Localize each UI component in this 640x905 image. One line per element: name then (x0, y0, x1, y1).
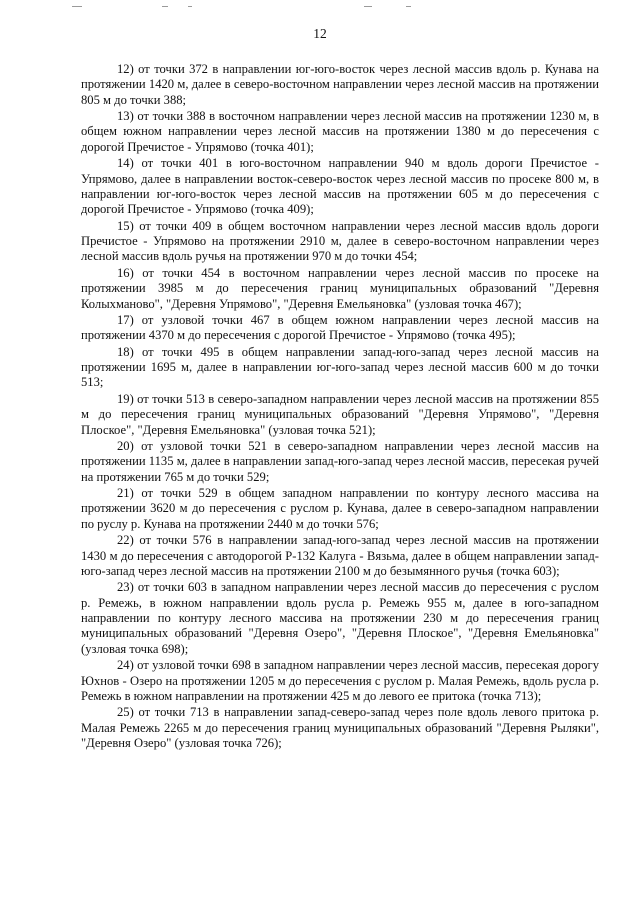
paragraph: 23) от точки 603 в западном направлении через лесной массив до пересечения с руслом р. Ремежь, в южном направлении вдоль русла р. Ремежь 955 м, далее в юго-западном направлении по контуру лесного массива на протяжении 230 м до пересечения границ муниципальных образований "Деревня Озеро", "Деревня Плоское", "Деревня Емельяновка" (узловая точка 698); (81, 580, 599, 656)
paragraph: 25) от точки 713 в направлении запад-северо-запад через поле вдоль левого притока р. Малая Ремежь 2265 м до пересечения границ муниципальных образований "Деревня Рыляки", "Деревня Озеро" (узловая точка 726); (81, 705, 599, 750)
paragraph: 15) от точки 409 в общем восточном направлении через лесной массив вдоль дороги Пречистое - Упрямово на протяжении 2910 м, далее в северо-восточном направлении через лесной массив вдоль ручья на протяжении 970 м до точки 454; (81, 218, 599, 264)
paragraph: 13) от точки 388 в восточном направлении через лесной массив на протяжении 1230 м, в общем южном направлении через лесной массив на протяжении 1380 м до пересечения с дорогой Пречистое - Упрямово (точка 401); (81, 109, 599, 154)
paragraph: 22) от точки 576 в направлении запад-юго-запад через лесной массив на протяжении 1430 м до пересечения с автодорогой Р-132 Калуга - Вязьма, далее в общем направлении запад-юго-запад через лесной массив на протяжении 2100 м до безымянного ручья (точка 603); (81, 533, 599, 578)
paragraph: 17) от узловой точки 467 в общем южном направлении через лесной массив на протяжении 4370 м до пересечения с дорогой Пречистое - Упрямово (точка 495); (81, 312, 599, 343)
paragraph: 24) от узловой точки 698 в западном направлении через лесной массив, пересекая дорогу Юхнов - Озеро на протяжении 1205 м до пересечения с руслом р. Малая Ремежь, вдоль русла р. Ремежь в южном направлении на протяжении 425 м до левого ее притока (точка 713); (81, 658, 599, 703)
paragraph: 21) от точки 529 в общем западном направлении по контуру лесного массива на протяжении 3620 м до пересечения с руслом р. Кунава, далее в северо-западном направлении по руслу р. Кунава на протяжении 2440 м до точки 576; (81, 486, 599, 531)
paragraph: 12) от точки 372 в направлении юг-юго-восток через лесной массив вдоль р. Кунава на протяжении 1420 м, далее в северо-восточном направлении через лесной массив на протяжении 805 м до точки 388; (81, 62, 599, 107)
paragraph: 18) от точки 495 в общем направлении запад-юго-запад через лесной массив на протяжении 1695 м, далее в направлении юг-юго-запад через лесной массив 600 м до точки 513; (81, 344, 599, 390)
paragraph: 20) от узловой точки 521 в северо-западном направлении через лесной массив на протяжении 1135 м, далее в направлении запад-юго-запад через лесной массив, пересекая ручей на протяжении 765 м до точки 529; (81, 439, 599, 484)
document-body (81, 62, 599, 752)
scan-artifacts (60, 6, 580, 10)
paragraph: 16) от точки 454 в восточном направлении через лесной массив по просеке на протяжении 3985 м до пересечения границ муниципальных образований "Деревня Колыхманово", "Деревня Упрямово", "Деревня Емельяновка" (узловая точка 467); (81, 265, 599, 311)
paragraph: 14) от точки 401 в юго-восточном направлении 940 м вдоль дороги Пречистое - Упрямово, далее в направлении восток-северо-восток через лесной массив по просеке 800 м, в направлении юг-юго-восток через лесной массив на протяжении 605 м до пересечения с дорогой Пречистое - Упрямово (точка 409); (81, 156, 599, 217)
paragraph: 19) от точки 513 в северо-западном направлении через лесной массив на протяжении 855 м до пересечения границ муниципальных образований "Деревня Упрямово", "Деревня Плоское", "Деревня Емельяновка" (узловая точка 521); (81, 391, 599, 437)
page-number: 12 (313, 26, 327, 41)
